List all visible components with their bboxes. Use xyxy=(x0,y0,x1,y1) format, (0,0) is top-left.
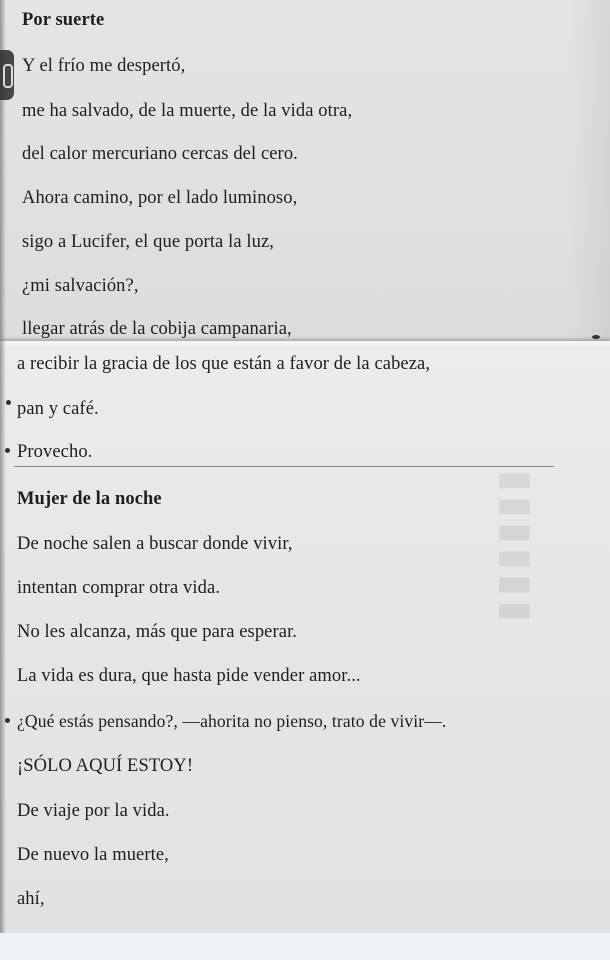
poem-line: me ha salvado, de la muerte, de la vida otra, xyxy=(22,101,353,121)
poem-title: Por suerte xyxy=(22,10,105,30)
poem-line: ¿mi salvación?, xyxy=(22,276,139,296)
poem-line: De nuevo la muerte, xyxy=(17,845,169,865)
speck-mark xyxy=(6,400,11,405)
speck-mark xyxy=(5,448,10,453)
poem-line: De viaje por la vida. xyxy=(17,801,170,821)
poem-title: Mujer de la noche xyxy=(17,489,162,509)
speck-mark xyxy=(5,718,10,723)
poem-line: ahí, xyxy=(17,889,45,909)
poem-line: del calor mercuriano cercas del cero. xyxy=(22,144,298,164)
poem-line: pan y café. xyxy=(17,399,99,419)
bleed-through-texture: ▮▮▮▮▮▮ xyxy=(495,470,539,627)
poem-line: sigo a Lucifer, el que porta la luz, xyxy=(22,232,274,252)
binding-clip-icon xyxy=(0,50,14,100)
poem-line: La vida es dura, que hasta pide vender amor... xyxy=(17,666,361,686)
poem-line: a recibir la gracia de los que están a favor de la cabeza, xyxy=(17,354,431,374)
binding-edge xyxy=(0,0,6,933)
poem-line: ¡SÓLO AQUÍ ESTOY! xyxy=(17,756,194,776)
section-divider xyxy=(14,466,554,467)
poem-line: ¿Qué estás pensando?, —ahorita no pienso, trato de vivir—. xyxy=(17,711,447,731)
poem-line: llegar atrás de la cobija campanaria, xyxy=(22,319,292,339)
sheet-shadow xyxy=(570,0,610,345)
poem-line: No les alcanza, más que para esperar. xyxy=(17,622,298,642)
poem-line: Provecho. xyxy=(17,442,93,462)
poem-line: intentan comprar otra vida. xyxy=(17,578,221,598)
poem-line: Y el frío me despertó, xyxy=(22,56,186,76)
speck-mark xyxy=(592,335,600,339)
poem-line: Ahora camino, por el lado luminoso, xyxy=(22,188,298,208)
poem-line: De noche salen a buscar donde vivir, xyxy=(17,534,293,554)
